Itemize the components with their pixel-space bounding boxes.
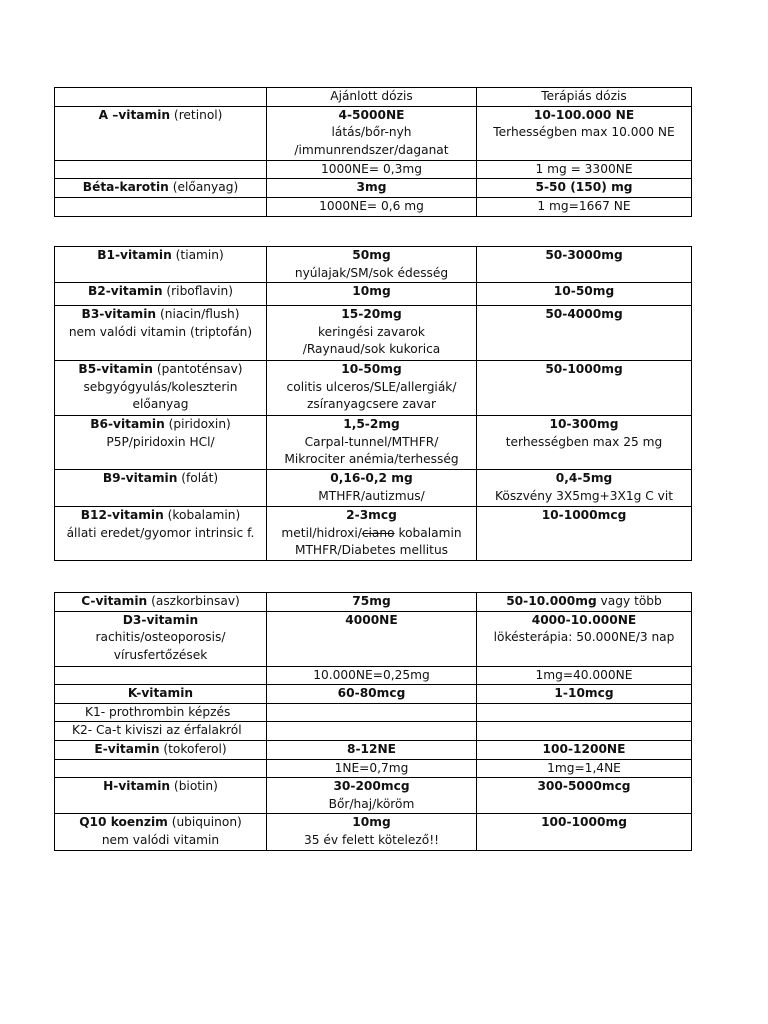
recommended-dose-cell: 4000NE [267,611,477,666]
therapeutic-dose-cell: 50-10.000mg vagy több [477,593,692,612]
table-row-conversion [55,759,692,778]
recommended-dose-cell: 50mg nyúlajak/SM/sok édesség [267,247,477,283]
conversion-cell: 1000NE= 0,6 mg [267,197,477,216]
table-row-q10 [55,814,692,851]
table-row-conversion [55,160,692,179]
table-row-b1 [55,247,692,283]
header-recommended-dose: Ajánlott dózis [267,88,477,107]
recommended-dose-cell: 2-3mcg metil/hidroxi/ciano kobalamin MTHFR/Diabetes mellitus [267,507,477,561]
therapeutic-dose-cell: 100-1200NE [477,741,692,760]
table-row-b5 [55,361,692,416]
recommended-dose-cell: 8-12NE [267,741,477,760]
table-row-b6 [55,416,692,470]
header-empty-cell [55,88,267,107]
header-therapeutic-dose: Terápiás dózis [477,88,692,107]
table-row-vitamin-a [55,106,692,160]
table-row-b2 [55,283,692,306]
recommended-dose-cell: 30-200mcg Bőr/haj/köröm [267,778,477,814]
table-row-h [55,778,692,814]
vitamin-name-cell: E-vitamin (tokoferol) [55,741,267,760]
recommended-dose-cell: 0,16-0,2 mg MTHFR/autizmus/ [267,470,477,507]
struck-text: ciano [361,525,395,540]
vitamin-name-cell: B1-vitamin (tiamin) [55,247,267,283]
recommended-dose-cell: 3mg [267,179,477,198]
table-row-b9 [55,470,692,507]
recommended-dose-cell: 1,5-2mg Carpal-tunnel/MTHFR/ Mikrociter anémia/terhesség [267,416,477,470]
recommended-dose-cell: 10-50mg colitis ulceros/SLE/allergiák/ zsíranyagcsere zavar [267,361,477,416]
recommended-dose-cell: 75mg [267,593,477,612]
therapeutic-dose-cell: 50-3000mg [477,247,692,283]
vitamin-name-cell: K-vitamin [55,685,267,704]
table-row-b12 [55,507,692,561]
vitamin-name-cell: Q10 koenzim (ubiquinon) nem valódi vitamin [55,814,267,851]
vitamin-name-cell: B9-vitamin (folát) [55,470,267,507]
vitamin-name-cell: B2-vitamin (riboflavin) [55,283,267,306]
therapeutic-dose-cell: 300-5000mcg [477,778,692,814]
vitamin-note-cell: K2- Ca-t kiviszi az érfalakról [55,722,267,741]
table-header-row [55,88,692,107]
conversion-cell: 10.000NE=0,25mg [267,666,477,685]
therapeutic-dose-cell: 4000-10.000NE lökésterápia: 50.000NE/3 nap [477,611,692,666]
recommended-dose-cell: 10mg [267,283,477,306]
table-row-conversion [55,197,692,216]
vitamin-b-table [54,246,692,561]
conversion-cell: 1NE=0,7mg [267,759,477,778]
therapeutic-dose-cell: 50-1000mg [477,361,692,416]
therapeutic-dose-cell: 10-1000mcg [477,507,692,561]
vitamin-a-table [54,87,692,217]
therapeutic-dose-cell: 0,4-5mg Köszvény 3X5mg+3X1g C vit [477,470,692,507]
conversion-cell: 1000NE= 0,3mg [267,160,477,179]
table-row-b3 [55,306,692,361]
conversion-cell: 1 mg = 3300NE [477,160,692,179]
recommended-dose-cell: 60-80mcg [267,685,477,704]
table-row-k2 [55,722,692,741]
table-row-k1 [55,703,692,722]
therapeutic-dose-cell: 5-50 (150) mg [477,179,692,198]
conversion-cell: 1 mg=1667 NE [477,197,692,216]
therapeutic-dose-cell: 10-100.000 NE Terhességben max 10.000 NE [477,106,692,160]
vitamin-note-cell: K1- prothrombin képzés [55,703,267,722]
other-vitamins-table [54,592,692,851]
recommended-dose-cell: 15-20mg keringési zavarok /Raynaud/sok kukorica [267,306,477,361]
vitamin-name-cell: D3-vitamin rachitis/osteoporosis/ vírusfertőzések [55,611,267,666]
vitamin-name-cell: A –vitamin (retinol) [55,106,267,160]
table-row-d3 [55,611,692,666]
table-row-conversion [55,666,692,685]
vitamin-name-cell: B3-vitamin (niacin/flush) nem valódi vitamin (triptofán) [55,306,267,361]
therapeutic-dose-cell: 10-300mg terhességben max 25 mg [477,416,692,470]
vitamin-name-cell: H-vitamin (biotin) [55,778,267,814]
table-row-c [55,593,692,612]
table-row-k [55,685,692,704]
vitamin-name-cell: B5-vitamin (pantoténsav) sebgyógyulás/koleszterin előanyag [55,361,267,416]
therapeutic-dose-cell: 50-4000mg [477,306,692,361]
conversion-cell: 1mg=40.000NE [477,666,692,685]
vitamin-name-cell: C-vitamin (aszkorbinsav) [55,593,267,612]
therapeutic-dose-cell: 100-1000mg [477,814,692,851]
therapeutic-dose-cell: 10-50mg [477,283,692,306]
recommended-dose-cell: 10mg 35 év felett kötelező!! [267,814,477,851]
table-row-e [55,741,692,760]
vitamin-name-cell: B6-vitamin (piridoxin) P5P/piridoxin HCl/ [55,416,267,470]
vitamin-name-cell: B12-vitamin (kobalamin) állati eredet/gyomor intrinsic f. [55,507,267,561]
therapeutic-dose-cell: 1-10mcg [477,685,692,704]
recommended-dose-cell: 4-5000NE látás/bőr-nyh /immunrendszer/daganat [267,106,477,160]
conversion-cell: 1mg=1,4NE [477,759,692,778]
table-row-beta-carotene [55,179,692,198]
vitamin-name-cell: Béta-karotin (előanyag) [55,179,267,198]
